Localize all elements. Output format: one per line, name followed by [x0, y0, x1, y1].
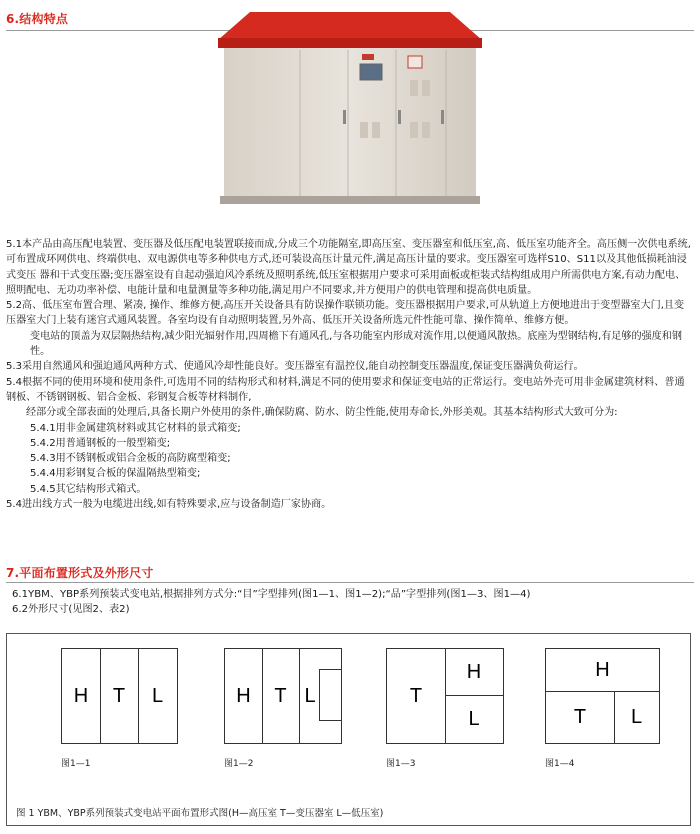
- figure-caption: 图 1 YBM、YBP系列预装式变电站平面布置形式图(H—高压室 T—变压器室 L—低压室): [16, 808, 384, 819]
- cell-l: L: [630, 705, 643, 728]
- substation-photo: [210, 10, 490, 210]
- cell-t: T: [573, 705, 587, 728]
- layout-diagram-1-1: [61, 648, 178, 744]
- cell-h: H: [73, 684, 89, 707]
- cell-t: T: [112, 684, 126, 707]
- para-5-4-cont: 经部分或全部表面的处理后,具备长期户外使用的条件,确保防腐、防水、防尘性能,使用寿命长,外形美观。其基本结构形式大致可分为:: [26, 407, 618, 419]
- cell-l: L: [151, 684, 164, 707]
- item-5-4-3: 5.4.3用不锈钢板或铝合金板的高防腐型箱变;: [30, 453, 231, 465]
- item-5-4-1: 5.4.1用非金属建筑材料或其它材料的景式箱变;: [30, 422, 241, 434]
- cell-l: L: [468, 707, 480, 730]
- para-5-1: 5.1本产品由高压配电装置、变压器及低压配电装置联接而成,分成三个功能隔室,即高压室、变压器室和低压室,高、低压室功能齐全。高压侧一次供电系统,可布置成环网供电、终端供电、双电源供电等多种供电方式,还可装设高压计量元件,满足高压计量的要求。变压器室可选样S10、S11以及其他低损耗油浸式变压 器和干式变压器;变压器室设有自起动强迫风冷系统及照明系统,低压室根据用户要求可采用面板或柜装式结构组成用户所需供电方案,有动力配电、照明配电、无功功率补偿、电能计量和电量测量等多种功能,满足用户不同要求,并方便用户的供电管理和提高供电质量。: [6, 239, 691, 296]
- para-roof: 变电站的顶盖为双层隔热结构,减少阳光辐射作用,四周檐下有通风孔,与各功能室内形成对流作用,以便通风散热。底座为型钢结构,有足够的强度和钢性。: [30, 330, 682, 358]
- item-5-4-5: 5.4.5其它结构形式箱式。: [30, 483, 147, 495]
- cell-h: H: [595, 658, 610, 681]
- cell-h: H: [466, 660, 482, 683]
- cell-t: T: [409, 684, 423, 707]
- para-5-4-cable: 5.4进出线方式一般为电缆进出线,如有特殊要求,应与设备制造厂家协商。: [6, 499, 332, 511]
- figure-label-1-3: 图1—3: [386, 759, 416, 769]
- section-7-heading: 7.平面布置形式及外形尺寸: [6, 566, 154, 580]
- para-5-3: 5.3采用自然通风和强迫通风两种方式、使通风冷却性能良好。变压器室有温控仪,能自动控制变压器温度,保证变压器满负荷运行。: [6, 361, 584, 373]
- section-7-divider: [6, 582, 694, 583]
- layout-diagram-1-3: [386, 648, 504, 744]
- para-6-2: 6.2外形尺寸(见图2、表2): [12, 604, 130, 616]
- layout-diagram-1-4: [545, 648, 660, 744]
- cell-l: L: [304, 684, 316, 707]
- figure-label-1-4: 图1—4: [545, 759, 575, 769]
- para-6-1: 6.1YBM、YBP系列预装式变电站,根据排列方式分:“目”字型排列(图1—1、图1—2);“品”字型排列(图1—3、图1—4): [12, 589, 531, 600]
- cell-h: H: [236, 684, 251, 707]
- section-7-body: [12, 587, 692, 618]
- figure-label-1-2: 图1—2: [224, 759, 254, 769]
- para-5-4: 5.4根据不同的使用环境和使用条件,可选用不同的结构形式和材料,满足不同的使用要求和保证变电站的正常运行。变电站外壳可用非金属建筑材料、普通钢板、不锈钢钢板、铝合金板、彩钢复合板等材料制作,: [6, 376, 685, 403]
- para-5-2: 5.2高、低压室布置合理、紧凑, 操作、维修方便,高压开关设备具有防误操作联锁功能。变压器根据用户要求,可从轨道上方便地进出于变型器室大门,且变压器室大门上装有迷宫式通风装置。各室均设有自动照明装置,另外高、低压开关设备所选元件性能可靠、操作简单、维修方便。: [6, 300, 685, 327]
- layout-diagram-1-2: [224, 648, 342, 744]
- section-6-body: [6, 237, 692, 512]
- cell-t: T: [274, 684, 287, 707]
- item-5-4-4: 5.4.4用彩钢复合板的保温隔热型箱变;: [30, 468, 201, 480]
- cable-compartment: [319, 669, 341, 721]
- item-5-4-2: 5.4.2用普通钢板的一般型箱变;: [30, 437, 171, 449]
- section-6-heading: 6.结构特点: [6, 12, 69, 26]
- figure-label-1-1: 图1—1: [61, 759, 91, 769]
